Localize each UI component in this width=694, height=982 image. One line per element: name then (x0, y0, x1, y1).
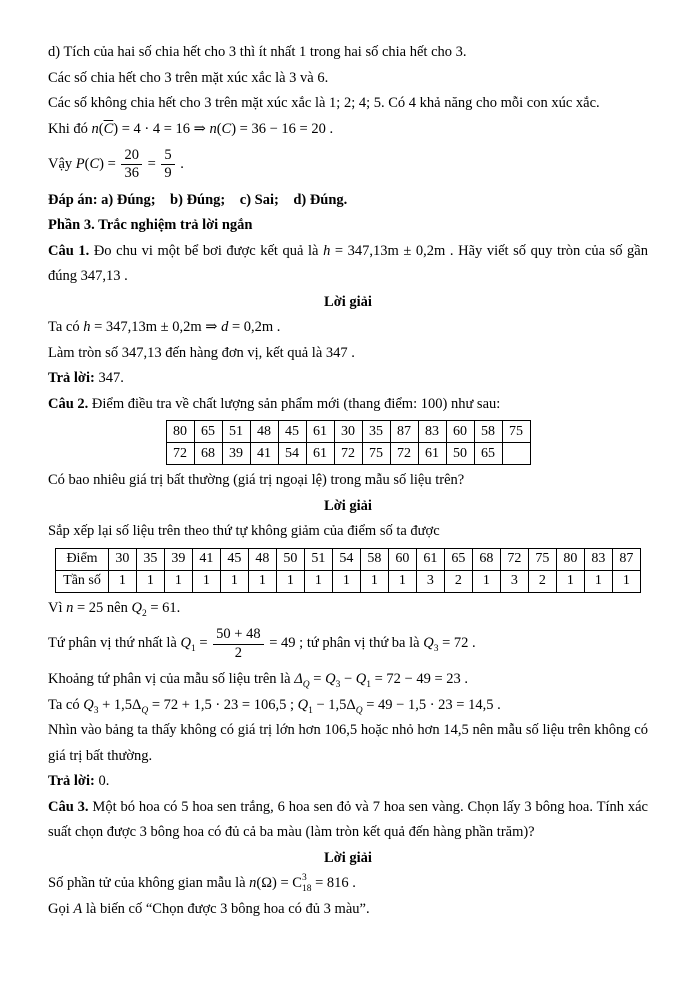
table-cell: 1 (164, 570, 192, 592)
part-3-heading (48, 213, 648, 239)
text-segment: = 49 − 1,5 · 23 = 14,5 . (362, 696, 501, 713)
question-1 (48, 239, 648, 290)
text-segment: Đo chu vi một bể bơi được kết quả là (89, 242, 324, 259)
text-segment: 2 (141, 608, 147, 619)
text-segment: Điểm điều tra về chất lượng sản phẩm mới (thang điểm: 100) như sau: (88, 395, 501, 412)
solution-heading-1 (48, 290, 648, 316)
fraction-denominator: 9 (164, 165, 172, 182)
text-segment: Số phần tử của không gian mẫu là (48, 875, 250, 892)
table-cell: 45 (278, 421, 306, 443)
text-segment: Gọi (48, 900, 74, 917)
text-segment: ) = (99, 156, 120, 173)
text-segment: = 4 · 4 = 16 ⇒ (118, 120, 210, 137)
text-segment: n (209, 120, 217, 137)
text-segment: d (221, 319, 229, 336)
table-cell: 1 (276, 570, 304, 592)
text-segment: Q (423, 635, 434, 652)
text-segment: Q (83, 696, 94, 713)
q3-sample-space (48, 871, 648, 897)
text-segment: ( (216, 120, 222, 137)
text-segment: = (195, 635, 212, 652)
text-segment: = (309, 671, 326, 688)
text-segment: Lời giải (324, 849, 372, 866)
text-segment: 3 (93, 705, 99, 716)
table-cell: 83 (584, 548, 612, 570)
text-segment: Phần 3. Trắc nghiệm trả lời ngắn (48, 217, 253, 234)
text-segment: $\overline{C}$ (103, 120, 114, 137)
text-segment: Vì (48, 599, 67, 616)
table-cell: 87 (390, 421, 418, 443)
count-formula (48, 117, 648, 143)
text-segment: Có bao nhiêu giá trị bất thường (giá trị ngoại lệ) trong mẫu số liệu trên? (48, 472, 465, 489)
text-segment: Trả lời: (48, 773, 95, 790)
text-segment: 1 (190, 644, 196, 655)
text-segment: Các số không chia hết cho 3 trên mặt xúc xắc là 1; 2; 4; 5. Có 4 khả năng cho mỗi con xúc xắc. (48, 95, 600, 111)
text-segment: Câu 2. (48, 395, 89, 412)
table-cell: 30 (108, 548, 136, 570)
text-segment: n (66, 599, 74, 616)
text-segment: = 72 . (438, 635, 476, 652)
solution-heading-2 (48, 494, 648, 520)
table-cell: 1 (248, 570, 276, 592)
q1-step-1 (48, 315, 648, 341)
table-cell: Tần số (56, 570, 109, 592)
text-segment: h (83, 319, 91, 336)
text-segment: 3 (335, 680, 341, 691)
text-segment: Q (325, 671, 336, 688)
text-segment: Câu 3. (48, 798, 89, 815)
text-segment: + 1,5Δ (98, 696, 142, 713)
table-cell: 60 (446, 421, 474, 443)
table-cell: 75 (528, 548, 556, 570)
table-cell: 72 (334, 443, 362, 465)
table-cell: 51 (222, 421, 250, 443)
text-segment: Sắp xếp lại số liệu trên theo thứ tự không giảm của điểm số ta được (48, 523, 440, 540)
q1-step-2 (48, 341, 648, 367)
table-cell: 61 (306, 443, 334, 465)
text-segment: d) Tích của hai số chia hết cho 3 thì ít nhất 1 trong hai số chia hết cho 3. (48, 44, 467, 60)
text-segment: ( (98, 120, 104, 137)
text-segment: 347. (94, 370, 124, 387)
fraction-numerator: 50 + 48 (213, 626, 263, 644)
table-row (56, 548, 641, 570)
text-segment: Δ (294, 671, 303, 688)
text-segment: = 0,2m . (228, 319, 281, 336)
text-segment: Q (131, 599, 142, 616)
text-segment: Câu 1. (48, 242, 90, 259)
text-segment: Q (302, 680, 310, 691)
table-cell: 58 (474, 421, 502, 443)
solution-heading-3 (48, 846, 648, 872)
fraction-denominator: 36 (124, 165, 139, 182)
fraction-numerator: 20 (121, 147, 142, 165)
q2-answer (48, 769, 648, 795)
table-cell: 50 (276, 548, 304, 570)
table-cell: 50 (446, 443, 474, 465)
text-segment: n (91, 120, 99, 137)
q3-event-def (48, 897, 648, 923)
text-segment: Đáp án: a) Đúng; b) Đúng; c) Sai; d) Đúng. (48, 191, 348, 208)
table-cell: 1 (360, 570, 388, 592)
table-cell: 75 (502, 421, 530, 443)
text-segment: − (340, 671, 356, 688)
text-segment: Trả lời: (48, 370, 95, 387)
q2-conclusion (48, 718, 648, 769)
fraction (211, 626, 265, 662)
q2-iqr (48, 667, 648, 693)
table-cell: 68 (194, 443, 222, 465)
question-3 (48, 795, 648, 846)
fraction-denominator: 2 (234, 644, 243, 661)
text-segment: ( (84, 156, 90, 173)
table-cell: 1 (192, 570, 220, 592)
table-cell: 83 (418, 421, 446, 443)
text-segment: Ta có (48, 319, 84, 336)
table-cell: 87 (612, 548, 640, 570)
table-cell: 61 (416, 548, 444, 570)
table-cell: 35 (362, 421, 390, 443)
table-cell: 1 (220, 570, 248, 592)
probability-result (48, 142, 648, 188)
text-segment: Q (355, 671, 367, 688)
table-cell: 1 (304, 570, 332, 592)
table-cell: 3 (500, 570, 528, 592)
text-segment: h (323, 242, 331, 259)
q2-median (48, 596, 648, 622)
text-segment: Nhìn vào bảng ta thấy không có giá trị lớn hơn 106,5 hoặc nhỏ hơn 14,5 nên mẫu số liệu trên không có giá trị bất thường. (48, 722, 648, 764)
table-cell: 65 (474, 443, 502, 465)
table-cell: 54 (332, 548, 360, 570)
text-segment: Khi đó (48, 120, 92, 137)
table-row (166, 443, 530, 465)
stack-subscript: 18 (301, 883, 312, 894)
table-cell: 2 (444, 570, 472, 592)
text-segment: = (143, 156, 160, 173)
q1-answer (48, 366, 648, 392)
text-segment: . (176, 156, 184, 173)
table-cell: 1 (472, 570, 500, 592)
table-cell: 54 (278, 443, 306, 465)
table-cell: 72 (390, 443, 418, 465)
table-cell: 1 (332, 570, 360, 592)
text-segment: = 816 . (311, 875, 356, 892)
text-segment: = 347,13m ± 0,2m ⇒ (90, 319, 222, 336)
text-segment: ) (113, 120, 119, 137)
table-cell: 39 (222, 443, 250, 465)
table-cell: 35 (136, 548, 164, 570)
text-segment: = 72 − 49 = 23 . (370, 671, 469, 688)
text-segment: Vậy (48, 156, 76, 173)
text-segment: A (73, 900, 83, 917)
text-segment: = 347,13m ± 0,2m . Hãy viết số quy tròn của số gần đúng 347,13 . (48, 242, 648, 285)
table-cell: 1 (136, 570, 164, 592)
text-segment: Ta có (48, 696, 84, 713)
table-cell: 80 (556, 548, 584, 570)
text-segment: ) = 36 − 16 = 20 . (231, 120, 334, 137)
text-segment: Lời giải (324, 497, 372, 514)
fraction (119, 147, 144, 183)
table-cell: 72 (166, 443, 194, 465)
table-cell: 41 (192, 548, 220, 570)
text-segment: C (89, 156, 100, 173)
text-segment: = 25 nên (73, 599, 132, 616)
text-segment: − 1,5Δ (312, 696, 356, 713)
table-cell: 3 (416, 570, 444, 592)
text-segment: Các số chia hết cho 3 trên mặt xúc xắc là 3 và 6. (48, 69, 329, 86)
table-cell: 48 (250, 421, 278, 443)
score-table (166, 420, 531, 465)
answer-summary (48, 188, 648, 214)
table-cell: 61 (306, 421, 334, 443)
text-segment: C (221, 120, 232, 137)
text-segment: Tứ phân vị thứ nhất là (48, 635, 181, 652)
text-segment: P (75, 156, 85, 173)
statement-d (48, 40, 648, 66)
question-2 (48, 392, 648, 418)
fraction (159, 147, 176, 183)
text-segment: 3 (433, 644, 439, 655)
table-cell: 65 (194, 421, 222, 443)
text-segment: Lời giải (324, 293, 372, 310)
table-cell: 41 (250, 443, 278, 465)
text-segment: Q (180, 635, 191, 652)
table-cell: 1 (556, 570, 584, 592)
table-cell: 2 (528, 570, 556, 592)
table-cell: 1 (612, 570, 640, 592)
table-cell: 80 (166, 421, 194, 443)
text-segment: Q (297, 696, 309, 713)
text-segment: (Ω) = C (256, 875, 302, 892)
text-segment: là biến cố “Chọn được 3 bông hoa có đủ 3 màu”. (82, 900, 370, 917)
table-cell: 68 (472, 548, 500, 570)
table-cell: 51 (304, 548, 332, 570)
table-cell: 1 (388, 570, 416, 592)
table-cell: 60 (388, 548, 416, 570)
q2-quartiles (48, 621, 648, 667)
text-segment: 1 (308, 705, 313, 716)
text-segment: Làm tròn số 347,13 đến hàng đơn vị, kết quả là 347 . (48, 344, 355, 361)
divisible-note (48, 66, 648, 92)
stack-superscript: 3 (301, 873, 307, 884)
text-segment: = 49 ; tứ phân vị thứ ba là (265, 635, 424, 652)
table-cell: 65 (444, 548, 472, 570)
table-cell: 39 (164, 548, 192, 570)
table-cell: 75 (362, 443, 390, 465)
table-cell: 48 (248, 548, 276, 570)
table-cell: 1 (108, 570, 136, 592)
not-divisible-note (48, 91, 648, 117)
table-cell (502, 443, 530, 465)
table-cell: 1 (584, 570, 612, 592)
table-row (56, 570, 641, 592)
q2-question-line (48, 468, 648, 494)
text-segment: 0. (94, 773, 110, 790)
q2-sort-note (48, 519, 648, 545)
text-segment: 1 (366, 680, 371, 691)
table-cell: 58 (360, 548, 388, 570)
table-cell: 61 (418, 443, 446, 465)
fraction-numerator: 5 (161, 147, 174, 165)
document-content (48, 40, 648, 922)
text-segment: n (249, 875, 257, 892)
table-row (166, 421, 530, 443)
text-segment: Một bó hoa có 5 hoa sen trắng, 6 hoa sen đỏ và 7 hoa sen vàng. Chọn lấy 3 bông hoa. Tính xác suất chọn được 3 bông hoa có đủ cả ba màu (làm tròn kết quả đến hàng phần trăm)? (48, 798, 648, 841)
table-cell: 30 (334, 421, 362, 443)
table-cell: 72 (500, 548, 528, 570)
q2-fences (48, 693, 648, 719)
table-cell: Điểm (56, 548, 109, 570)
text-segment: = 61. (146, 599, 181, 616)
text-segment: Q (355, 705, 363, 716)
table-cell: 45 (220, 548, 248, 570)
text-segment: = 72 + 1,5 · 23 = 106,5 ; (148, 696, 298, 713)
text-segment: Q (141, 705, 149, 716)
text-segment: Khoảng tứ phân vị của mẫu số liệu trên là (48, 671, 295, 688)
frequency-table (55, 548, 641, 593)
